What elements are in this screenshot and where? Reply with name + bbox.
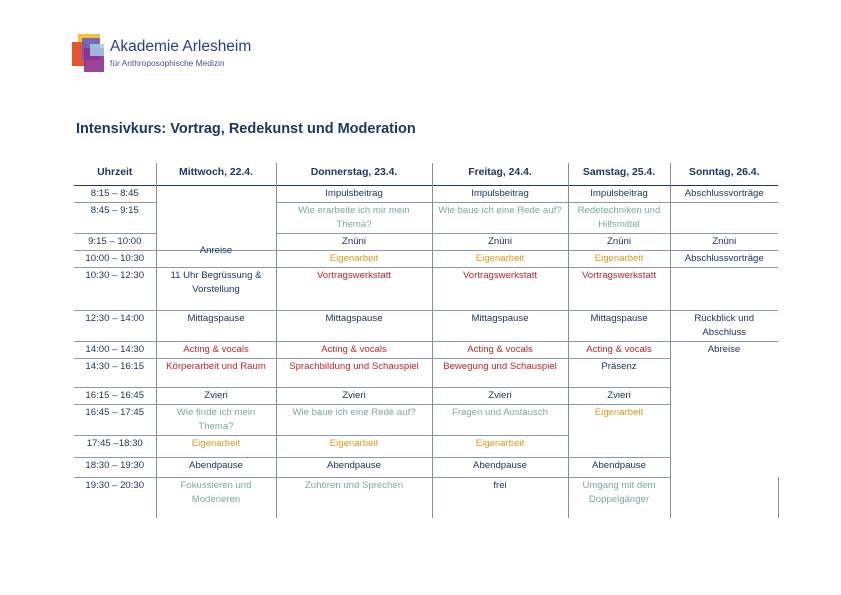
schedule-cell: Acting & vocals xyxy=(568,342,670,359)
time-cell: 8:45 – 9:15 xyxy=(90,205,139,216)
table-header-row xyxy=(74,163,778,186)
header-wednesday: Mittwoch, 22.4. xyxy=(156,163,276,186)
schedule-cell: Vortragswerkstatt xyxy=(568,268,670,311)
schedule-cell: Zuhören und Sprechen xyxy=(276,478,432,518)
schedule-cell: Abendpause xyxy=(432,458,568,478)
schedule-cell: Eigenarbeit xyxy=(276,436,432,458)
logo-mark-icon xyxy=(72,34,106,74)
schedule-cell: Zvieri xyxy=(156,388,276,405)
schedule-cell: Wie baue ich eine Rede auf? xyxy=(276,405,432,436)
header-sunday: Sonntag, 26.4. xyxy=(670,163,778,186)
schedule-cell: Eigenarbeit xyxy=(568,405,670,458)
schedule-cell: Abreise xyxy=(670,342,778,518)
time-cell: 16:15 – 16:45 xyxy=(85,390,145,401)
schedule-cell: Wie baue ich eine Rede auf? xyxy=(432,203,568,234)
schedule-cell: Znüni xyxy=(432,234,568,251)
schedule-cell: frei xyxy=(432,478,568,518)
time-cell: 10:30 – 12:30 xyxy=(85,270,145,281)
schedule-cell: Znüni xyxy=(276,234,432,251)
schedule-cell: Abendpause xyxy=(568,458,670,478)
schedule-cell: Mittagspause xyxy=(276,311,432,342)
schedule-cell: Vortragswerkstatt xyxy=(276,268,432,311)
schedule-cell: Impulsbeitrag xyxy=(568,186,670,203)
header-thursday: Donnerstag, 23.4. xyxy=(276,163,432,186)
schedule-cell: Wie erarbeite ich mir mein Thema? xyxy=(276,203,432,234)
schedule-cell: Mittagspause xyxy=(432,311,568,342)
schedule-cell: Präsenz xyxy=(568,359,670,388)
schedule-cell: Eigenarbeit xyxy=(156,436,276,458)
schedule-cell: Zvieri xyxy=(276,388,432,405)
schedule-cell: Fokussieren und Moderieren xyxy=(156,478,276,518)
schedule-cell: Umgang mit dem Doppelgänger xyxy=(568,478,670,518)
time-cell: 16:45 – 17:45 xyxy=(85,407,145,418)
schedule-cell: Impulsbeitrag xyxy=(432,186,568,203)
schedule-cell: Acting & vocals xyxy=(276,342,432,359)
schedule-cell: Mittagspause xyxy=(156,311,276,342)
time-cell: 8:15 – 8:45 xyxy=(90,188,139,199)
schedule-cell: Acting & vocals xyxy=(432,342,568,359)
schedule-cell: Znüni xyxy=(670,234,778,251)
time-cell: 9:15 – 10:00 xyxy=(88,236,142,247)
time-cell: 14:30 – 16:15 xyxy=(85,361,145,372)
schedule-cell: Zvieri xyxy=(432,388,568,405)
schedule-cell-empty xyxy=(670,203,778,234)
time-cell: 10:00 – 10:30 xyxy=(85,253,145,264)
page-title: Intensivkurs: Vortrag, Redekunst und Moderation xyxy=(76,121,416,137)
table-row xyxy=(74,342,778,359)
schedule-cell: 11 Uhr Begrüssung & Vorstellung xyxy=(156,268,276,311)
schedule-cell: Mittagspause xyxy=(568,311,670,342)
schedule-cell: Bewegung und Schauspiel xyxy=(432,359,568,388)
schedule-cell-empty xyxy=(670,268,778,311)
header-time: Uhrzeit xyxy=(97,167,133,178)
time-cell: 14:00 – 14:30 xyxy=(85,344,145,355)
schedule-cell: Wie finde ich mein Thema? xyxy=(156,405,276,436)
schedule-cell: Znüni xyxy=(568,234,670,251)
time-cell: 12:30 – 14:00 xyxy=(85,313,145,324)
academy-logo xyxy=(72,34,272,80)
schedule-cell: Eigenarbeit xyxy=(568,251,670,268)
schedule-cell: Sprachbildung und Schauspiel xyxy=(276,359,432,388)
schedule-cell: Eigenarbeit xyxy=(432,251,568,268)
schedule-cell: Eigenarbeit xyxy=(276,251,432,268)
table-row xyxy=(74,251,778,268)
header-friday: Freitag, 24.4. xyxy=(432,163,568,186)
schedule-cell: Vortragswerkstatt xyxy=(432,268,568,311)
header-saturday: Samstag, 25.4. xyxy=(568,163,670,186)
schedule-cell: Körperarbeit und Raum xyxy=(156,359,276,388)
table-row xyxy=(74,311,778,342)
schedule-table xyxy=(74,163,778,518)
schedule-cell: Abendpause xyxy=(156,458,276,478)
brand-subtitle: für Anthroposophische Medizin xyxy=(110,58,225,68)
schedule-cell-empty xyxy=(156,186,276,251)
schedule-cell: Impulsbeitrag xyxy=(276,186,432,203)
schedule-cell: Zvieri xyxy=(568,388,670,405)
schedule-cell: Rückblick und Abschluss xyxy=(670,311,778,342)
schedule-cell: Abschlussvorträge xyxy=(670,186,778,203)
brand-name: Akademie Arlesheim xyxy=(110,38,252,55)
schedule-cell: Abschlussvorträge xyxy=(670,251,778,268)
schedule-cell: Eigenarbeit xyxy=(432,436,568,458)
table-row xyxy=(74,268,778,311)
time-cell: 18:30 – 19:30 xyxy=(85,460,145,471)
time-cell: 19:30 – 20:30 xyxy=(85,480,145,491)
table-row xyxy=(74,186,778,203)
schedule-cell: Anreise xyxy=(156,243,276,260)
schedule-cell: Fragen und Austausch xyxy=(432,405,568,436)
time-cell: 17:45 –18:30 xyxy=(86,438,143,449)
schedule-cell: Abendpause xyxy=(276,458,432,478)
schedule-cell: Redetechniken und Hilfsmittel xyxy=(568,203,670,234)
schedule-cell: Acting & vocals xyxy=(156,342,276,359)
